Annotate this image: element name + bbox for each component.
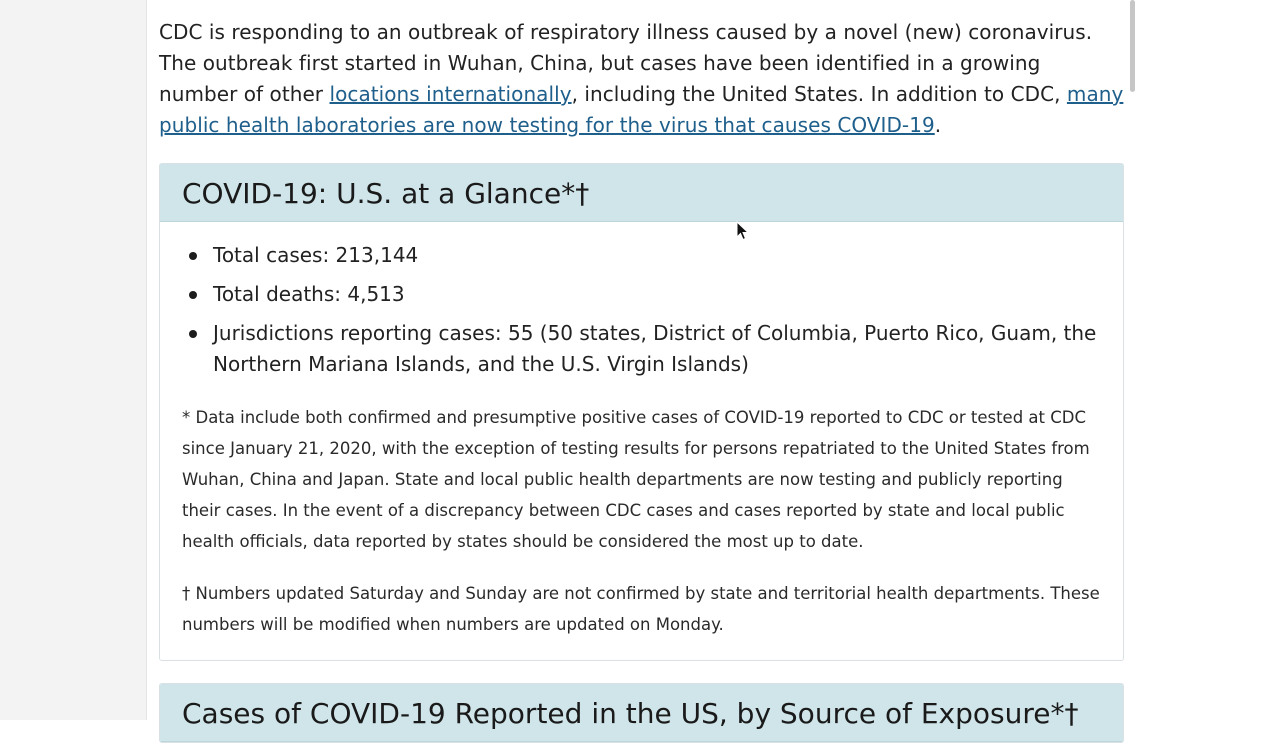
us-at-a-glance-title: COVID-19: U.S. at a Glance*† <box>182 177 590 210</box>
mouse-pointer-icon <box>736 221 750 241</box>
stat-jurisdictions-text: Jurisdictions reporting cases: 55 (50 states, District of Columbia, Puerto Rico, Guam, the Northern Mariana Islands, and the U.S. Virgin Islands) <box>213 321 1097 376</box>
stats-list <box>182 240 1101 380</box>
intro-text-1: CDC is responding to an outbreak of respiratory illness caused by a novel (new) coronavirus. The outbreak first started in Wuhan, China, but cases have been identified in a growing number of other <box>159 20 1093 106</box>
footnote-dagger: † Numbers updated Saturday and Sunday are not confirmed by state and territorial health departments. These numbers will be modified when numbers are updated on Monday. <box>182 584 1100 634</box>
stat-total-cases <box>182 240 1101 271</box>
footnote-data: * Data include both confirmed and presumptive positive cases of COVID-19 reported to CDC or tested at CDC since January 21, 2020, with the exception of testing results for persons repatriated to the United States from Wuhan, China and Japan. State and local public health departments are now testing and publicly reporting their cases. In the event of a discrepancy between CDC cases and cases reported by state and local public health officials, data reported by states should be considered the most up to date. <box>182 408 1090 551</box>
source-of-exposure-title: Cases of COVID-19 Reported in the US, by Source of Exposure*† <box>182 697 1079 730</box>
source-of-exposure-header <box>160 684 1123 742</box>
stat-total-cases-text: Total cases: 213,144 <box>213 243 419 267</box>
bullet-icon <box>189 330 197 338</box>
us-at-a-glance-header <box>160 164 1123 222</box>
locations-internationally-link[interactable]: locations internationally <box>329 82 572 106</box>
main-content <box>159 17 1124 743</box>
bullet-icon <box>189 252 197 260</box>
right-page-gutter <box>1136 0 1280 720</box>
us-at-a-glance-body <box>160 222 1123 660</box>
intro-text-3: . <box>934 113 942 137</box>
stat-total-deaths-text: Total deaths: 4,513 <box>213 282 405 306</box>
public-health-labs-link[interactable]: many public health laboratories are now testing for the virus that causes COVID-19 <box>159 82 1124 137</box>
source-of-exposure-card <box>159 683 1124 743</box>
stat-total-deaths <box>182 279 1101 310</box>
scrollbar-thumb[interactable] <box>1130 0 1135 92</box>
us-at-a-glance-card <box>159 163 1124 661</box>
intro-paragraph <box>159 17 1124 141</box>
left-page-gutter <box>0 0 147 720</box>
bullet-icon <box>189 291 197 299</box>
intro-text-2: , including the United States. In addition to CDC, <box>571 82 1067 106</box>
stat-jurisdictions <box>182 318 1101 380</box>
